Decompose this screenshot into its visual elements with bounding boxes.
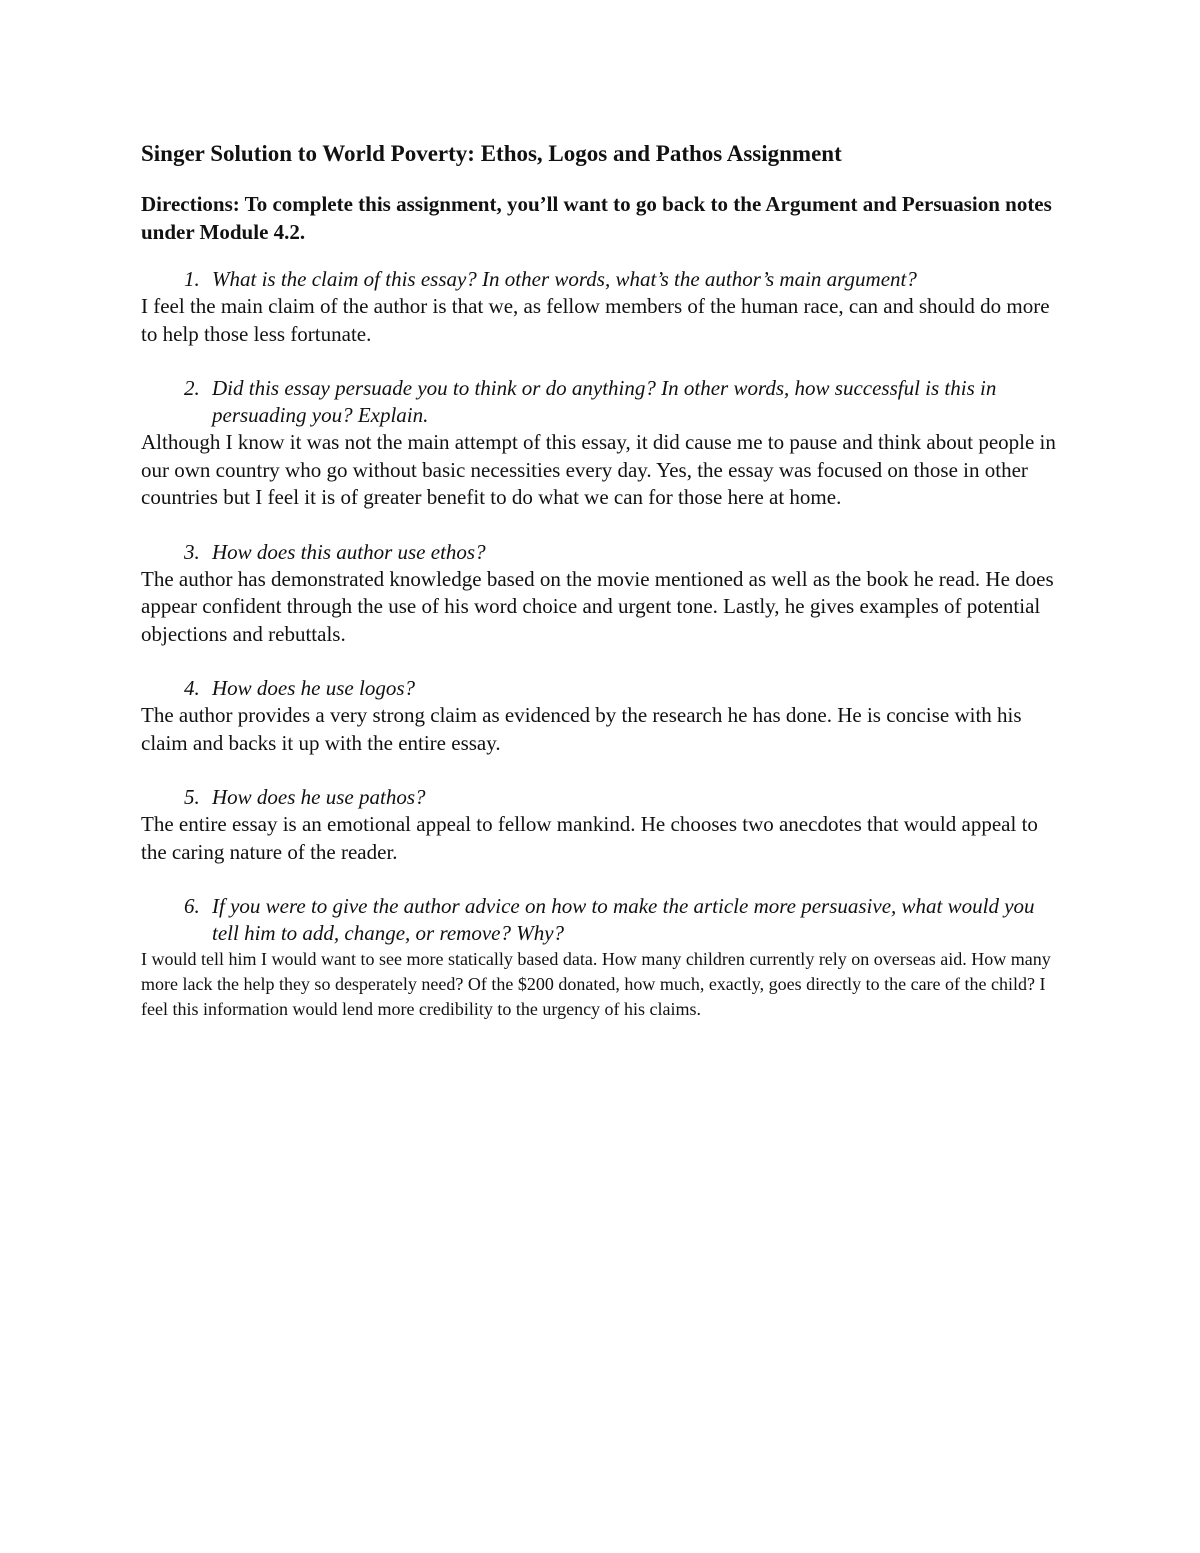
question-block-5 [141,784,1061,866]
question-number: 5. [184,785,200,809]
question-number: 3. [184,539,200,564]
question-number: 1. [184,267,200,291]
question-text: How does he use logos? [212,676,415,700]
question-number: 2. [184,376,200,400]
question-1 [141,266,1061,293]
answer-1: I feel the main claim of the author is that we, as fellow members of the human race, can and should do more to help those less fortunate. [141,294,1050,346]
question-block-4 [141,675,1061,757]
answer-2: Although I know it was not the main attempt of this essay, it did cause me to pause and think about people in our own country who go without basic necessities every day. Yes, the essay was focused on those in other countries but I feel it is of greater benefit to do what we can for those here at home. [141,430,1056,509]
question-text: How does this author use ethos? [212,539,486,564]
question-text: What is the claim of this essay? In other words, what’s the author’s main argument? [212,267,917,291]
question-2 [141,375,1061,429]
question-6 [141,893,1061,947]
question-4 [141,675,1061,702]
answer-3: The author has demonstrated knowledge based on the movie mentioned as well as the book he read. He does appear confident through the use of his word choice and urgent tone. Lastly, he gives examples of potential objections and rebuttals. [141,566,1054,646]
question-block-6 [141,893,1061,1022]
answer-6: I would tell him I would want to see more statically based data. How many children currently rely on overseas aid. How many more lack the help they so desperately need? Of the $200 donated, how much, exactly, goes directly to the care of the child? I feel this information would lend more credibility to the urgency of his claims. [141,949,1051,1019]
question-5 [141,784,1061,811]
document-page [141,140,1061,1049]
answer-4: The author provides a very strong claim as evidenced by the research he has done. He is concise with his claim and backs it up with the entire essay. [141,703,1022,755]
question-text: If you were to give the author advice on how to make the article more persuasive, what would you tell him to add, change, or remove? Why? [212,894,1035,945]
question-block-1 [141,266,1061,348]
directions-text: Directions: To complete this assignment, you’ll want to go back to the Argument and Persuasion notes under Module 4.2. [141,192,1052,244]
question-text: How does he use pathos? [212,785,426,809]
answer-5: The entire essay is an emotional appeal to fellow mankind. He chooses two anecdotes that would appeal to the caring nature of the reader. [141,812,1038,864]
document-title: Singer Solution to World Poverty: Ethos, Logos and Pathos Assignment [141,141,842,166]
question-block-2 [141,375,1061,512]
question-number: 6. [184,894,200,918]
question-3 [141,539,1061,566]
question-number: 4. [184,676,200,700]
question-block-3 [141,539,1061,649]
question-text: Did this essay persuade you to think or do anything? In other words, how successful is this in persuading you? Explain. [212,376,997,427]
